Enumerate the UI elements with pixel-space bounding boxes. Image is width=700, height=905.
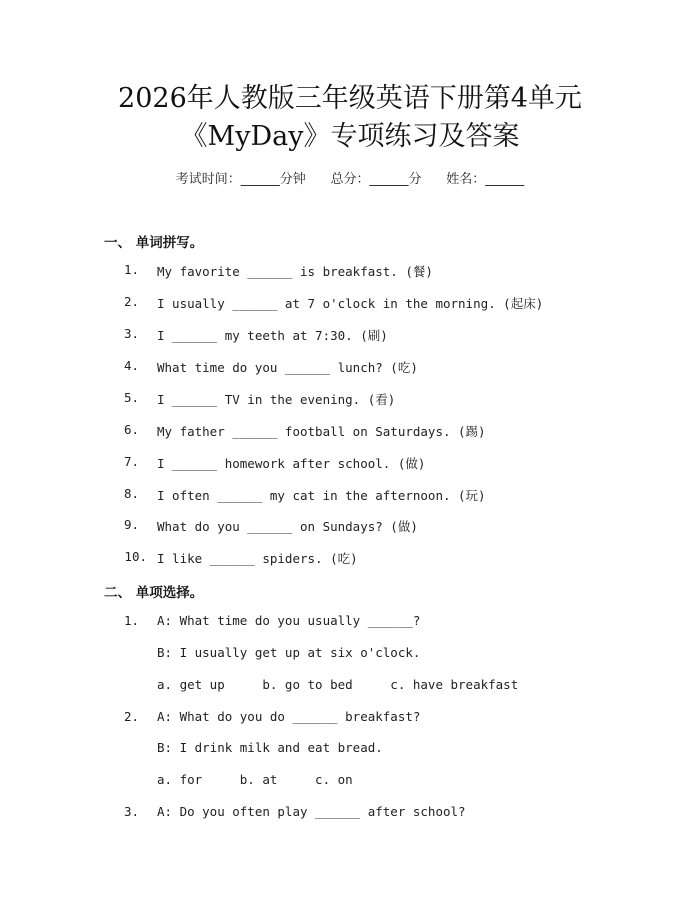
section-heading-multiple-choice: 二、 单项选择。 <box>104 585 204 601</box>
question-prompt: A: What do you do ______ breakfast? <box>157 709 421 724</box>
question-prompt: A: What time do you usually ______? <box>157 613 421 628</box>
spelling-item: I ______ TV in the evening. (看) <box>157 392 396 407</box>
document-title-line-2: 《MyDay》专项练习及答案 <box>180 121 520 152</box>
item-number: 2. <box>123 294 139 309</box>
exam-info-line: 考试时间：______分钟 总分：______分 姓名：______ <box>175 172 525 187</box>
document-title-line-1: 2026年人教版三年级英语下册第4单元 <box>118 83 582 114</box>
spelling-item: My father ______ football on Saturdays. (踢) <box>157 424 486 439</box>
spelling-item: My favorite ______ is breakfast. (餐) <box>157 264 433 279</box>
spelling-item: I ______ homework after school. (做) <box>157 456 426 471</box>
spelling-item: What time do you ______ lunch? (吃) <box>157 360 418 375</box>
question-response: B: I drink milk and eat bread. <box>157 740 383 755</box>
spelling-item: I ______ my teeth at 7:30. (刷) <box>157 328 388 343</box>
item-number: 9. <box>123 517 139 532</box>
question-options: a. for b. at c. on <box>157 772 353 787</box>
item-number: 6. <box>123 422 139 437</box>
question-response: B: I usually get up at six o'clock. <box>157 645 421 660</box>
item-number: 5. <box>123 390 139 405</box>
item-number: 7. <box>123 454 139 469</box>
question-number: 2. <box>123 709 139 724</box>
spelling-item: I usually ______ at 7 o'clock in the morning. (起床) <box>157 296 544 311</box>
spelling-item: What do you ______ on Sundays? (做) <box>157 519 418 534</box>
item-number: 8. <box>123 486 139 501</box>
item-number: 4. <box>123 358 139 373</box>
item-number: 3. <box>123 326 139 341</box>
item-number: 1. <box>123 262 139 277</box>
section-heading-spelling: 一、 单词拼写。 <box>104 235 204 251</box>
question-number: 3. <box>123 804 139 819</box>
question-number: 1. <box>123 613 139 628</box>
spelling-item: I often ______ my cat in the afternoon. (玩) <box>157 488 486 503</box>
spelling-item: I like ______ spiders. (吃) <box>157 551 358 566</box>
item-number: 10. <box>124 549 147 564</box>
question-prompt: A: Do you often play ______ after school? <box>157 804 466 819</box>
question-options: a. get up b. go to bed c. have breakfast <box>157 677 519 692</box>
